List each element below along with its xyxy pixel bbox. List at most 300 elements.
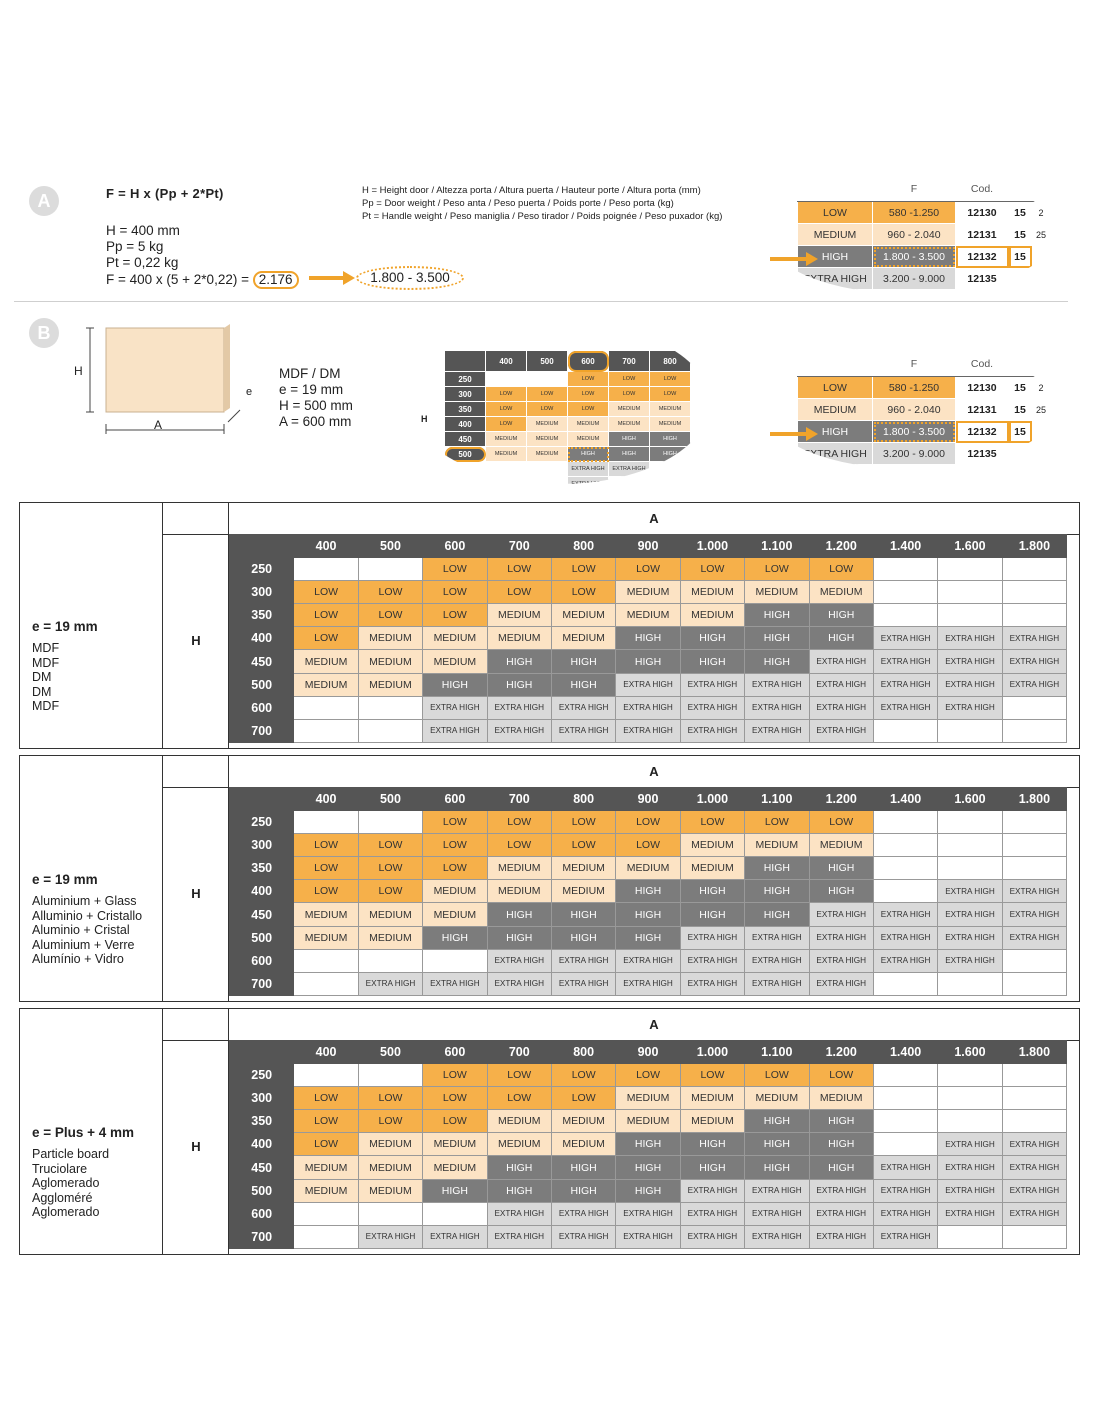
mini-cell: MEDIUM: [609, 402, 650, 417]
calc-result-value: 2.176: [253, 271, 299, 289]
arrow-right-icon: [768, 424, 820, 444]
width-axis-label: A: [229, 756, 1079, 788]
grid-cell: HIGH: [551, 1156, 615, 1179]
mini-cell: LOW: [527, 387, 568, 402]
grid-cell: MEDIUM: [358, 650, 422, 673]
grid-cell: MEDIUM: [358, 673, 422, 696]
grid-cell: [938, 1087, 1002, 1110]
mini-cell: MEDIUM: [486, 432, 527, 447]
grid-row: [230, 1156, 1067, 1179]
col-header: 1.000: [680, 1041, 744, 1064]
lookup-range: 1.800 - 3.500: [873, 421, 956, 443]
col-header-row: [230, 1041, 1067, 1064]
grid-corner: [230, 788, 294, 811]
lookup-range: 960 - 2.040: [873, 399, 956, 421]
grid-cell: EXTRA HIGH: [680, 926, 744, 949]
grid-cell: [938, 972, 1002, 995]
grid-cell: [358, 696, 422, 719]
lookup-code: 12132: [956, 246, 1009, 268]
mini-cell: MEDIUM: [650, 417, 691, 432]
mini-col-header: 600: [568, 351, 609, 372]
grid-row: [230, 673, 1067, 696]
grid-cell: HIGH: [745, 1156, 809, 1179]
grid-cell: [873, 604, 937, 627]
lookup-header-cell: [1032, 352, 1051, 377]
grid-cell: HIGH: [745, 1110, 809, 1133]
grid-cell: LOW: [423, 1087, 487, 1110]
lookup-qty: 15: [1009, 377, 1032, 399]
grid-cell: EXTRA HIGH: [745, 696, 809, 719]
col-header: 600: [423, 1041, 487, 1064]
row-header: 400: [230, 1133, 294, 1156]
grid-cell: MEDIUM: [809, 581, 873, 604]
height-axis-top: [163, 1009, 228, 1041]
grid-cell: [294, 949, 358, 972]
col-header: 500: [358, 535, 422, 558]
door-panel-diagram: [70, 320, 270, 438]
grid-cell: HIGH: [487, 1156, 551, 1179]
section-divider: [14, 301, 1068, 302]
grid-cell: [1002, 1087, 1066, 1110]
material-name: Alumínio + Vidro: [32, 952, 124, 966]
grid-cell: MEDIUM: [616, 857, 680, 880]
mini-cell: EXTRA HIGH: [609, 462, 650, 477]
grid-cell: [1002, 834, 1066, 857]
lookup-code: 12132: [956, 421, 1009, 443]
grid-cell: [1002, 811, 1066, 834]
grid-cell: EXTRA HIGH: [487, 949, 551, 972]
formula-title: F = H x (Pp + 2*Pt): [106, 186, 224, 201]
grid-cell: EXTRA HIGH: [616, 696, 680, 719]
grid-cell: [1002, 696, 1066, 719]
grid-cell: EXTRA HIGH: [1002, 926, 1066, 949]
col-header: 800: [551, 535, 615, 558]
compat-table-block: [19, 755, 1080, 1002]
grid-cell: EXTRA HIGH: [873, 903, 937, 926]
grid-cell: MEDIUM: [680, 581, 744, 604]
height-axis-panel: [163, 503, 229, 748]
grid-row: [230, 972, 1067, 995]
grid-cell: EXTRA HIGH: [423, 972, 487, 995]
grid-cell: EXTRA HIGH: [938, 1156, 1002, 1179]
col-header: 1.600: [938, 788, 1002, 811]
grid-cell: EXTRA HIGH: [745, 1225, 809, 1248]
grid-cell: MEDIUM: [809, 1087, 873, 1110]
grid-cell: [938, 1110, 1002, 1133]
lookup-tail: [1032, 421, 1051, 443]
lookup-tail: 2: [1032, 202, 1051, 224]
row-header: 350: [230, 1110, 294, 1133]
mini-cell: [527, 462, 568, 477]
grid-row: [230, 1133, 1067, 1156]
grid-cell: EXTRA HIGH: [938, 627, 1002, 650]
grid-cell: [358, 1202, 422, 1225]
col-header: 800: [551, 788, 615, 811]
col-header: 1.600: [938, 1041, 1002, 1064]
material-name: MDF: [32, 655, 60, 670]
grid-cell: HIGH: [616, 1179, 680, 1202]
grid-cell: HIGH: [616, 650, 680, 673]
row-header: 450: [230, 903, 294, 926]
grid-cell: LOW: [487, 811, 551, 834]
grid-cell: HIGH: [809, 604, 873, 627]
legend-h: H = Height door / Altezza porta / Altura puerta / Hauteur porte / Altura porta (mm): [362, 185, 701, 196]
grid-cell: MEDIUM: [680, 834, 744, 857]
col-header: 900: [616, 535, 680, 558]
grid-cell: [873, 857, 937, 880]
grid-cell: MEDIUM: [358, 1133, 422, 1156]
grid-cell: EXTRA HIGH: [873, 696, 937, 719]
lookup-tail: [1032, 246, 1051, 268]
grid-cell: LOW: [423, 1064, 487, 1087]
grid-row: [230, 926, 1067, 949]
grid-cell: EXTRA HIGH: [680, 673, 744, 696]
mini-corner: [445, 351, 486, 372]
grid-cell: EXTRA HIGH: [616, 972, 680, 995]
grid-cell: LOW: [294, 834, 358, 857]
grid-cell: HIGH: [680, 650, 744, 673]
material-name: MDF: [32, 699, 60, 713]
grid-cell: EXTRA HIGH: [358, 972, 422, 995]
grid-cell: LOW: [358, 857, 422, 880]
legend-pt: Pt = Handle weight / Peso maniglia / Peso tirador / Poids poignée / Peso puxador (kg): [362, 211, 723, 222]
grid-cell: LOW: [745, 811, 809, 834]
grid-cell: MEDIUM: [487, 604, 551, 627]
grid-cell: HIGH: [423, 1179, 487, 1202]
grid-cell: [938, 1225, 1002, 1248]
height-axis-label: H: [191, 633, 201, 648]
lookup-header-cell: Cod.: [956, 352, 1009, 377]
mini-row-header: [445, 462, 486, 477]
grid-cell: EXTRA HIGH: [938, 1202, 1002, 1225]
grid-cell: HIGH: [745, 627, 809, 650]
lookup-header-cell: F: [873, 177, 956, 202]
grid-cell: HIGH: [745, 880, 809, 903]
grid-corner: [230, 535, 294, 558]
mini-cell: [486, 477, 527, 485]
spec-material: MDF / DM: [279, 366, 341, 381]
lookup-tail: 2: [1032, 377, 1051, 399]
row-header: 400: [230, 627, 294, 650]
lookup-row: [798, 202, 1051, 224]
grid-cell: [358, 558, 422, 581]
grid-cell: HIGH: [745, 903, 809, 926]
grid-cell: [294, 719, 358, 742]
grid-row: [230, 604, 1067, 627]
row-header: 300: [230, 834, 294, 857]
grid-cell: EXTRA HIGH: [873, 650, 937, 673]
material-name: Aglomerado: [32, 1176, 100, 1190]
grid-cell: [873, 1110, 937, 1133]
grid-cell: EXTRA HIGH: [487, 719, 551, 742]
lookup-code: 12131: [956, 399, 1009, 421]
col-header: 1.200: [809, 1041, 873, 1064]
grid-cell: [294, 1202, 358, 1225]
mini-cell: MEDIUM: [486, 447, 527, 462]
col-header: 1.800: [1002, 1041, 1066, 1064]
lookup-header-cell: [798, 177, 873, 202]
grid-cell: EXTRA HIGH: [680, 949, 744, 972]
mini-col-header: 700: [609, 351, 650, 372]
grid-cell: LOW: [551, 811, 615, 834]
grid-cell: MEDIUM: [551, 604, 615, 627]
grid-cell: EXTRA HIGH: [680, 1179, 744, 1202]
col-header: 1.400: [873, 535, 937, 558]
grid-cell: MEDIUM: [487, 880, 551, 903]
grid-cell: MEDIUM: [294, 1156, 358, 1179]
grid-cell: EXTRA HIGH: [873, 949, 937, 972]
grid-cell: LOW: [616, 558, 680, 581]
grid-cell: MEDIUM: [551, 1133, 615, 1156]
grid-cell: EXTRA HIGH: [1002, 903, 1066, 926]
grid-cell: LOW: [809, 811, 873, 834]
grid-cell: [873, 581, 937, 604]
height-axis-top: [163, 503, 228, 535]
section-b-marker: B: [29, 318, 59, 348]
grid-cell: EXTRA HIGH: [873, 1202, 937, 1225]
section-a-marker: A: [29, 186, 59, 216]
grid-cell: HIGH: [551, 926, 615, 949]
grid-cell: [1002, 857, 1066, 880]
grid-cell: HIGH: [745, 604, 809, 627]
lookup-tail: 25: [1032, 224, 1051, 246]
mini-col-header: 800: [650, 351, 691, 372]
grid-cell: [1002, 1064, 1066, 1087]
mini-cell: LOW: [568, 402, 609, 417]
grid-cell: HIGH: [551, 1179, 615, 1202]
row-header: 700: [230, 1225, 294, 1248]
spec-h: H = 500 mm: [279, 398, 353, 413]
grid-cell: HIGH: [616, 903, 680, 926]
lookup-range: 3.200 - 9.000: [873, 443, 956, 465]
grid-row: [230, 834, 1067, 857]
grid-cell: EXTRA HIGH: [616, 1225, 680, 1248]
material-name: Aluminium + Verre: [32, 937, 135, 952]
lookup-level: MEDIUM: [798, 399, 873, 421]
grid-cell: HIGH: [487, 650, 551, 673]
grid-cell: HIGH: [809, 880, 873, 903]
spec-a: A = 600 mm: [279, 414, 352, 429]
arrow-right-icon: [768, 249, 820, 269]
height-axis-panel: [163, 756, 229, 1001]
lookup-range: 960 - 2.040: [873, 224, 956, 246]
grid-cell: LOW: [487, 581, 551, 604]
grid-cell: MEDIUM: [680, 857, 744, 880]
mini-cell: HIGH: [650, 447, 691, 462]
lookup-grid: [797, 176, 1051, 290]
mini-cell: LOW: [486, 417, 527, 432]
grid-cell: LOW: [294, 604, 358, 627]
lookup-level: EXTRA HIGH: [798, 268, 873, 290]
compat-grid: [229, 1040, 1067, 1249]
mini-row: [445, 387, 691, 402]
grid-cell: LOW: [423, 857, 487, 880]
mini-cell: HIGH: [568, 447, 609, 462]
grid-cell: EXTRA HIGH: [1002, 1202, 1066, 1225]
grid-cell: EXTRA HIGH: [809, 650, 873, 673]
mini-cell: [486, 462, 527, 477]
calc-pt: Pt = 0,22 kg: [106, 255, 179, 270]
mini-cell: MEDIUM: [568, 417, 609, 432]
grid-cell: MEDIUM: [294, 650, 358, 673]
lookup-header-cell: [1009, 177, 1032, 202]
grid-cell: LOW: [745, 1064, 809, 1087]
col-header: 1.600: [938, 535, 1002, 558]
row-header: 250: [230, 558, 294, 581]
grid-cell: EXTRA HIGH: [1002, 880, 1066, 903]
grid-cell: EXTRA HIGH: [873, 926, 937, 949]
grid-cell: MEDIUM: [551, 1110, 615, 1133]
grid-cell: MEDIUM: [551, 880, 615, 903]
grid-cell: EXTRA HIGH: [938, 650, 1002, 673]
grid-cell: [938, 857, 1002, 880]
mini-cell: LOW: [609, 372, 650, 387]
lookup-level: EXTRA HIGH: [798, 443, 873, 465]
lookup-row: [798, 377, 1051, 399]
grid-cell: EXTRA HIGH: [745, 949, 809, 972]
grid-cell: EXTRA HIGH: [1002, 1156, 1066, 1179]
grid-cell: EXTRA HIGH: [745, 1179, 809, 1202]
grid-cell: EXTRA HIGH: [745, 1202, 809, 1225]
height-axis-label: H: [191, 1139, 201, 1154]
grid-cell: LOW: [358, 1087, 422, 1110]
width-axis-label: A: [229, 1009, 1079, 1041]
grid-cell: EXTRA HIGH: [938, 949, 1002, 972]
grid-cell: HIGH: [809, 1156, 873, 1179]
mini-cell: [650, 462, 691, 477]
grid-cell: [873, 972, 937, 995]
grid-cell: EXTRA HIGH: [873, 627, 937, 650]
mini-row: [445, 462, 691, 477]
grid-cell: EXTRA HIGH: [938, 926, 1002, 949]
grid-cell: [873, 1064, 937, 1087]
grid-cell: MEDIUM: [745, 834, 809, 857]
row-header: 350: [230, 604, 294, 627]
grid-cell: HIGH: [487, 1179, 551, 1202]
mini-header-row: [445, 351, 691, 372]
grid-cell: HIGH: [680, 903, 744, 926]
mini-cell: [486, 372, 527, 387]
col-header: 500: [358, 788, 422, 811]
lookup-qty: 15: [1009, 399, 1032, 421]
grid-cell: EXTRA HIGH: [1002, 1179, 1066, 1202]
grid-cell: EXTRA HIGH: [551, 696, 615, 719]
grid-row: [230, 719, 1067, 742]
grid-cell: MEDIUM: [294, 903, 358, 926]
legend-pp: Pp = Door weight / Peso anta / Peso puerta / Poids porte / Peso porta (kg): [362, 198, 674, 209]
col-header: 1.100: [745, 788, 809, 811]
material-name: Alluminio + Cristallo: [32, 908, 143, 923]
col-header: 1.800: [1002, 788, 1066, 811]
material-name: Particle board: [32, 1147, 110, 1161]
lookup-range: 580 -1.250: [873, 202, 956, 224]
lookup-tail: [1032, 268, 1051, 290]
grid-row: [230, 558, 1067, 581]
grid-cell: HIGH: [423, 926, 487, 949]
grid-cell: MEDIUM: [809, 834, 873, 857]
grid-cell: LOW: [294, 627, 358, 650]
grid-row: [230, 1202, 1067, 1225]
mini-cell: LOW: [650, 372, 691, 387]
row-header: 500: [230, 1179, 294, 1202]
row-header: 400: [230, 880, 294, 903]
grid-cell: EXTRA HIGH: [358, 1225, 422, 1248]
grid-cell: MEDIUM: [423, 627, 487, 650]
row-header: 250: [230, 811, 294, 834]
grid-cell: MEDIUM: [423, 880, 487, 903]
grid-row: [230, 1110, 1067, 1133]
grid-cell: [1002, 581, 1066, 604]
grid-cell: EXTRA HIGH: [551, 972, 615, 995]
lookup-qty: [1009, 443, 1032, 465]
mini-row: [445, 372, 691, 387]
grid-cell: LOW: [680, 1064, 744, 1087]
compat-table-block: [19, 1008, 1080, 1255]
mini-cell: MEDIUM: [527, 432, 568, 447]
grid-cell: EXTRA HIGH: [745, 972, 809, 995]
grid-cell: EXTRA HIGH: [873, 1156, 937, 1179]
grid-cell: [1002, 972, 1066, 995]
row-header: 300: [230, 1087, 294, 1110]
grid-cell: EXTRA HIGH: [551, 1225, 615, 1248]
grid-cell: LOW: [487, 1064, 551, 1087]
grid-cell: HIGH: [809, 627, 873, 650]
mini-cell: LOW: [568, 387, 609, 402]
calc-pp: Pp = 5 kg: [106, 239, 164, 254]
grid-cell: MEDIUM: [487, 1133, 551, 1156]
grid-cell: HIGH: [487, 926, 551, 949]
grid-cell: EXTRA HIGH: [809, 1179, 873, 1202]
dim-e-label: e: [246, 386, 253, 398]
grid-cell: MEDIUM: [680, 1110, 744, 1133]
grid-cell: [938, 604, 1002, 627]
grid-cell: [1002, 949, 1066, 972]
col-header: 400: [294, 535, 358, 558]
grid-cell: MEDIUM: [358, 926, 422, 949]
lookup-header-cell: [798, 352, 873, 377]
grid-cell: EXTRA HIGH: [809, 696, 873, 719]
grid-cell: LOW: [745, 558, 809, 581]
col-header: 1.400: [873, 788, 937, 811]
grid-cell: LOW: [294, 1110, 358, 1133]
grid-cell: EXTRA HIGH: [938, 1133, 1002, 1156]
material-name: DM: [32, 684, 52, 699]
grid-cell: HIGH: [809, 1133, 873, 1156]
col-header: 1.800: [1002, 535, 1066, 558]
grid-cell: EXTRA HIGH: [938, 903, 1002, 926]
grid-cell: LOW: [680, 811, 744, 834]
grid-row: [230, 949, 1067, 972]
mini-cell: [650, 477, 691, 485]
calc-h: H = 400 mm: [106, 223, 180, 238]
lookup-grid: [797, 351, 1051, 465]
mini-cell: MEDIUM: [650, 402, 691, 417]
grid-row: [230, 650, 1067, 673]
mini-row-header: 450: [445, 432, 486, 447]
grid-cell: LOW: [358, 1110, 422, 1133]
col-header-row: [230, 535, 1067, 558]
row-header: 700: [230, 972, 294, 995]
grid-cell: [294, 558, 358, 581]
col-header: 1.000: [680, 788, 744, 811]
grid-cell: [1002, 1110, 1066, 1133]
grid-cell: EXTRA HIGH: [423, 1225, 487, 1248]
lookup-row: [798, 443, 1051, 465]
grid-cell: EXTRA HIGH: [551, 949, 615, 972]
grid-cell: HIGH: [616, 880, 680, 903]
grid-cell: EXTRA HIGH: [745, 719, 809, 742]
grid-cell: LOW: [294, 1133, 358, 1156]
